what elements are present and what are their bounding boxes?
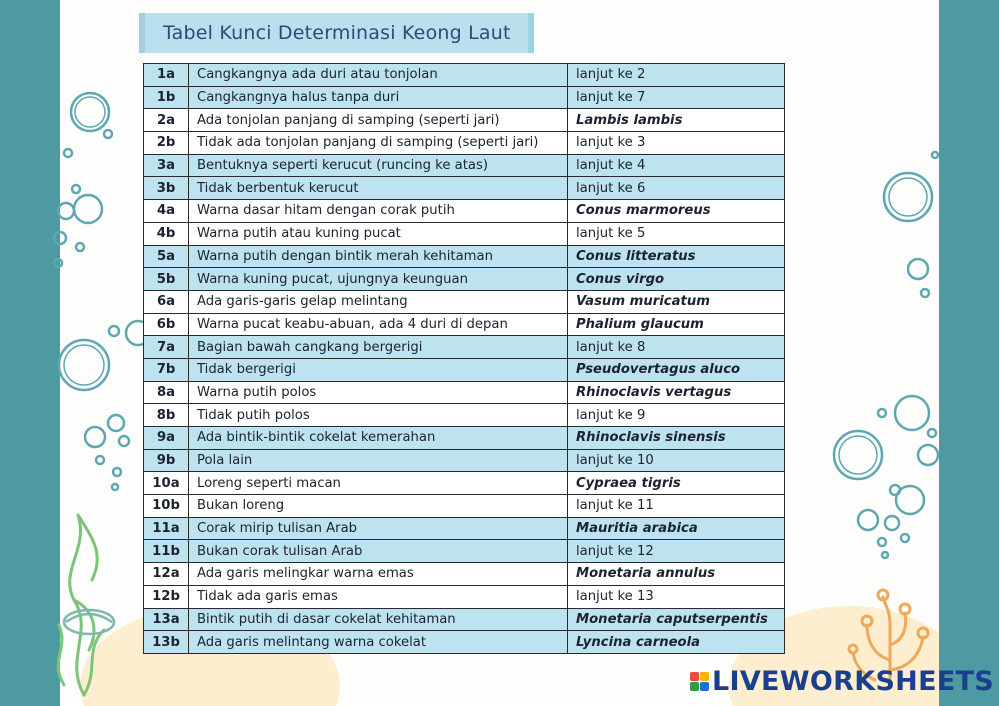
logo-text: LIVEWORKSHEETS (712, 665, 995, 697)
key-species-cell: Vasum muricatum (568, 290, 785, 313)
key-species-cell: Conus virgo (568, 268, 785, 291)
key-code-cell: 6a (144, 290, 189, 313)
key-description-cell: Pola lain (189, 449, 568, 472)
key-next-step-cell: lanjut ke 9 (568, 404, 785, 427)
table-row (144, 358, 785, 381)
key-code-cell: 8b (144, 404, 189, 427)
table-row (144, 540, 785, 563)
key-species-cell: Monetaria annulus (568, 563, 785, 586)
key-species-cell: Conus litteratus (568, 245, 785, 268)
key-description-cell: Warna putih polos (189, 381, 568, 404)
key-species-cell: Pseudovertagus aluco (568, 358, 785, 381)
key-code-cell: 10a (144, 472, 189, 495)
table-row (144, 517, 785, 540)
key-species-cell: Lyncina carneola (568, 631, 785, 654)
key-description-cell: Tidak bergerigi (189, 358, 568, 381)
key-description-cell: Ada tonjolan panjang di samping (seperti jari) (189, 109, 568, 132)
table-row (144, 427, 785, 450)
key-description-cell: Cangkangnya halus tanpa duri (189, 86, 568, 109)
key-species-cell: Conus marmoreus (568, 200, 785, 223)
key-next-step-cell: lanjut ke 2 (568, 64, 785, 87)
key-description-cell: Warna putih atau kuning pucat (189, 222, 568, 245)
key-code-cell: 13a (144, 608, 189, 631)
table-row (144, 268, 785, 291)
key-description-cell: Bukan corak tulisan Arab (189, 540, 568, 563)
bubbles-left-decoration (40, 85, 150, 505)
key-next-step-cell: lanjut ke 11 (568, 495, 785, 518)
key-next-step-cell: lanjut ke 13 (568, 585, 785, 608)
key-species-cell: Rhinoclavis vertagus (568, 381, 785, 404)
key-next-step-cell: lanjut ke 10 (568, 449, 785, 472)
key-next-step-cell: lanjut ke 3 (568, 132, 785, 155)
table-row (144, 381, 785, 404)
key-species-cell: Cypraea tigris (568, 472, 785, 495)
right-frame-border (939, 0, 999, 706)
key-description-cell: Tidak berbentuk kerucut (189, 177, 568, 200)
table-row (144, 608, 785, 631)
key-description-cell: Bukan loreng (189, 495, 568, 518)
table-row (144, 313, 785, 336)
key-code-cell: 2b (144, 132, 189, 155)
table-row (144, 336, 785, 359)
key-description-cell: Warna dasar hitam dengan corak putih (189, 200, 568, 223)
key-next-step-cell: lanjut ke 6 (568, 177, 785, 200)
key-description-cell: Bagian bawah cangkang bergerigi (189, 336, 568, 359)
table-row (144, 132, 785, 155)
table-row (144, 222, 785, 245)
key-code-cell: 3b (144, 177, 189, 200)
key-code-cell: 1b (144, 86, 189, 109)
table-body (144, 64, 785, 654)
table-row (144, 86, 785, 109)
key-description-cell: Warna kuning pucat, ujungnya keunguan (189, 268, 568, 291)
key-next-step-cell: lanjut ke 12 (568, 540, 785, 563)
key-description-cell: Ada garis-garis gelap melintang (189, 290, 568, 313)
key-code-cell: 9a (144, 427, 189, 450)
key-next-step-cell: lanjut ke 5 (568, 222, 785, 245)
table-row (144, 404, 785, 427)
key-species-cell: Phalium glaucum (568, 313, 785, 336)
table-row (144, 109, 785, 132)
key-code-cell: 11a (144, 517, 189, 540)
bubbles-right-decoration (820, 145, 945, 565)
key-description-cell: Tidak ada tonjolan panjang di samping (seperti jari) (189, 132, 568, 155)
key-code-cell: 6b (144, 313, 189, 336)
table-row (144, 563, 785, 586)
logo-mark (690, 672, 709, 691)
key-code-cell: 4a (144, 200, 189, 223)
key-description-cell: Cangkangnya ada duri atau tonjolan (189, 64, 568, 87)
table-row (144, 245, 785, 268)
table-row (144, 154, 785, 177)
table-row (144, 631, 785, 654)
key-description-cell: Ada garis melingkar warna emas (189, 563, 568, 586)
liveworksheets-logo (690, 664, 994, 698)
key-code-cell: 8a (144, 381, 189, 404)
table-row (144, 495, 785, 518)
key-code-cell: 3a (144, 154, 189, 177)
key-code-cell: 2a (144, 109, 189, 132)
key-description-cell: Corak mirip tulisan Arab (189, 517, 568, 540)
table-row (144, 290, 785, 313)
key-code-cell: 5b (144, 268, 189, 291)
table-row (144, 449, 785, 472)
seaweed-decoration (44, 510, 124, 700)
title-banner (139, 13, 534, 53)
key-description-cell: Bintik putih di dasar cokelat kehitaman (189, 608, 568, 631)
table-row (144, 200, 785, 223)
key-description-cell: Loreng seperti macan (189, 472, 568, 495)
key-next-step-cell: lanjut ke 7 (568, 86, 785, 109)
table-row (144, 472, 785, 495)
table-row (144, 64, 785, 87)
key-description-cell: Warna putih dengan bintik merah kehitaman (189, 245, 568, 268)
key-description-cell: Warna pucat keabu-abuan, ada 4 duri di depan (189, 313, 568, 336)
key-code-cell: 12b (144, 585, 189, 608)
determination-key-table (143, 63, 785, 654)
key-code-cell: 10b (144, 495, 189, 518)
key-code-cell: 1a (144, 64, 189, 87)
key-description-cell: Tidak ada garis emas (189, 585, 568, 608)
key-code-cell: 4b (144, 222, 189, 245)
key-description-cell: Bentuknya seperti kerucut (runcing ke atas) (189, 154, 568, 177)
key-species-cell: Rhinoclavis sinensis (568, 427, 785, 450)
key-species-cell: Lambis lambis (568, 109, 785, 132)
key-description-cell: Ada bintik-bintik cokelat kemerahan (189, 427, 568, 450)
key-species-cell: Mauritia arabica (568, 517, 785, 540)
key-code-cell: 5a (144, 245, 189, 268)
key-code-cell: 13b (144, 631, 189, 654)
key-code-cell: 7b (144, 358, 189, 381)
table-row (144, 177, 785, 200)
key-code-cell: 11b (144, 540, 189, 563)
key-description-cell: Tidak putih polos (189, 404, 568, 427)
key-code-cell: 9b (144, 449, 189, 472)
key-species-cell: Monetaria caputserpentis (568, 608, 785, 631)
key-code-cell: 12a (144, 563, 189, 586)
table-row (144, 585, 785, 608)
key-next-step-cell: lanjut ke 8 (568, 336, 785, 359)
key-description-cell: Ada garis melintang warna cokelat (189, 631, 568, 654)
key-next-step-cell: lanjut ke 4 (568, 154, 785, 177)
key-code-cell: 7a (144, 336, 189, 359)
page-title: Tabel Kunci Determinasi Keong Laut (163, 22, 511, 44)
